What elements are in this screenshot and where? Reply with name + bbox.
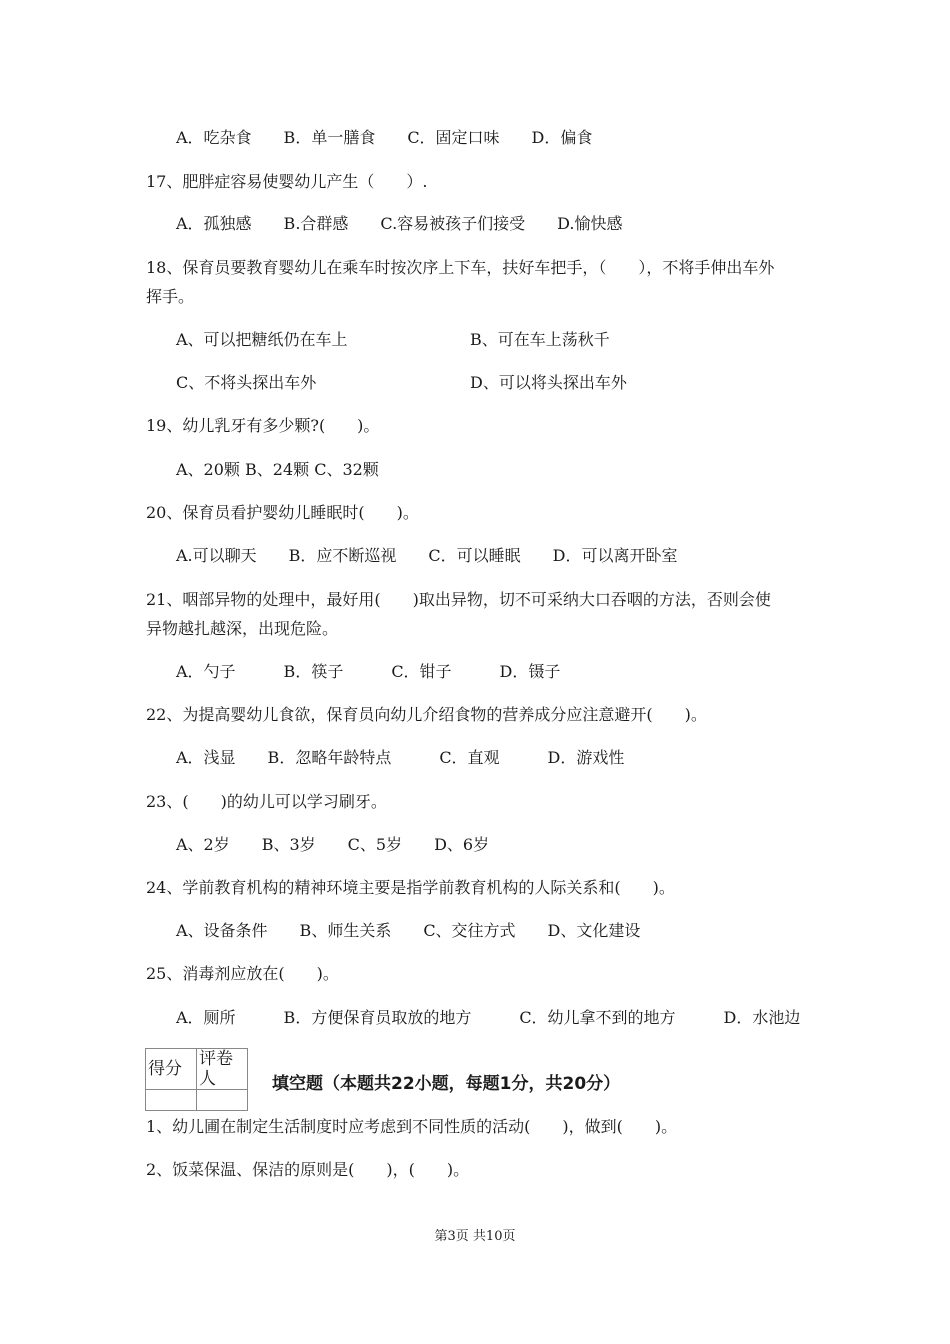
q18-option-b: B、可在车上荡秋千 <box>470 330 610 349</box>
q16-options: A．吃杂食 B．单一膳食 C．固定口味 D．偏食 <box>176 128 593 147</box>
q18-option-a: A、可以把糖纸仍在车上 <box>176 330 348 349</box>
q24-options: A、设备条件 B、师生关系 C、交往方式 D、文化建设 <box>176 921 641 940</box>
question-21-line1: 21、咽部异物的处理中，最好用( )取出异物，切不可采纳大口吞咽的方法，否则会使 <box>146 590 771 609</box>
question-20: 20、保育员看护婴幼儿睡眠时( )。 <box>146 503 419 522</box>
grader-header: 评卷人 <box>197 1049 248 1090</box>
grader-cell <box>197 1090 248 1111</box>
q17-options: A．孤独感 B.合群感 C.容易被孩子们接受 D.愉快感 <box>176 214 623 233</box>
question-17: 17、肥胖症容易使婴幼儿产生（ ）. <box>146 172 428 191</box>
question-25: 25、消毒剂应放在( )。 <box>146 964 339 983</box>
score-header: 得分 <box>146 1049 197 1090</box>
question-22: 22、为提高婴幼儿食欲，保育员向幼儿介绍食物的营养成分应注意避开( )。 <box>146 705 707 724</box>
question-19: 19、幼儿乳牙有多少颗?( )。 <box>146 416 380 435</box>
q23-options: A、2岁 B、3岁 C、5岁 D、6岁 <box>176 835 490 854</box>
q18-option-d: D、可以将头探出车外 <box>470 373 627 392</box>
score-table <box>145 1048 248 1111</box>
question-23: 23、( )的幼儿可以学习刷牙。 <box>146 792 387 811</box>
q19-options: A、20颗 B、24颗 C、32颗 <box>176 460 379 479</box>
question-18-line1: 18、保育员要教育婴幼儿在乘车时按次序上下车，扶好车把手，（ ），不将手伸出车外 <box>146 258 775 277</box>
q22-options: A．浅显 B．忽略年龄特点 C．直观 D．游戏性 <box>176 748 625 767</box>
question-21-line2: 异物越扎越深，出现危险。 <box>146 619 339 638</box>
section-title: 填空题（本题共22小题，每题1分，共20分） <box>272 1074 621 1094</box>
page-footer: 第3页 共10页 <box>434 1229 516 1244</box>
q25-options: A．厕所 B．方便保育员取放的地方 C．幼儿拿不到的地方 D．水池边 <box>176 1008 801 1027</box>
q21-options: A．勺子 B．筷子 C．钳子 D．镊子 <box>176 662 561 681</box>
score-cell <box>146 1090 197 1111</box>
question-18-line2: 挥手。 <box>146 287 195 306</box>
fill-question-1: 1、幼儿圃在制定生活制度时应考虑到不同性质的活动( )，做到( )。 <box>146 1117 678 1136</box>
fill-question-2: 2、饭菜保温、保洁的原则是( )，( )。 <box>146 1160 470 1179</box>
q18-option-c: C、不将头探出车外 <box>176 373 317 392</box>
q20-options: A.可以聊天 B．应不断巡视 C．可以睡眠 D．可以离开卧室 <box>176 546 678 565</box>
question-24: 24、学前教育机构的精神环境主要是指学前教育机构的人际关系和( )。 <box>146 878 675 897</box>
